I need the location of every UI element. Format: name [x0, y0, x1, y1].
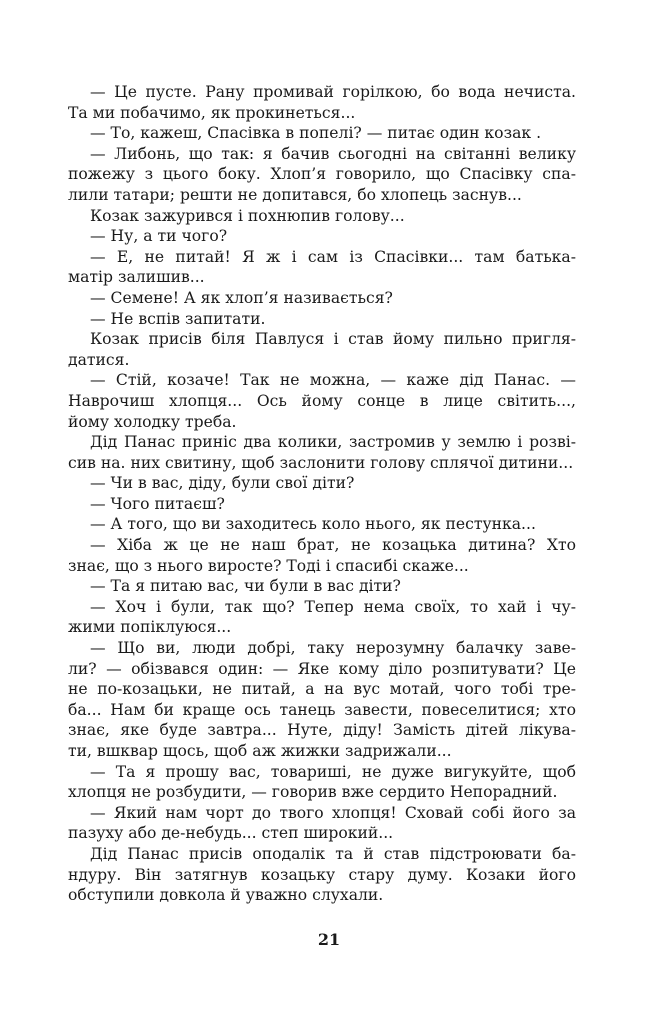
text-line: — Який нам чорт до твого хлопця! Сховай собі його за: [90, 803, 576, 822]
text-line: лили татари; решти не допитався, бо хлопець заснув...: [68, 185, 522, 204]
text-line: ти, вшквар щось, щоб аж жижки задрижали...: [68, 742, 452, 760]
text-line: — Хіба ж це не наш брат, не козацька дитина? Хто: [90, 536, 576, 555]
text-line: — Це пусте. Рану промивай горілкою, бо вода нечиста.: [90, 83, 576, 101]
text-line: — Семене! А як хлоп’я називається?: [90, 288, 393, 307]
text-line: ба... Нам би краще ось танець завести, повеселитися; хто: [68, 700, 576, 719]
text-line: Та ми побачимо, як прокинеться...: [68, 103, 356, 122]
text-line: ли? — обізвався один: — Яке кому діло розпитувати? Це: [68, 659, 576, 678]
text-line: йому холодку треба.: [68, 412, 237, 431]
text-line: — Хоч і були, так що? Тепер нема своїх, то хай і чу-: [90, 597, 576, 616]
text-line: пазуху або де-небудь... степ широкий...: [68, 824, 394, 843]
text-line: — Та я питаю вас, чи були в вас діти?: [90, 577, 401, 596]
text-line: — А того, що ви заходитесь коло нього, як пестунка...: [90, 515, 536, 534]
text-line: не по-козацьки, не питай, а на вус мотай, чого тобі тре-: [68, 680, 576, 699]
text-line: обступили довкола й уважно слухали.: [68, 886, 384, 905]
text-line: — Чого питаєш?: [90, 494, 225, 513]
text-line: матір залишив...: [68, 268, 205, 287]
text-line: Козак присів біля Павлуся і став йому пильно пригля-: [90, 330, 576, 349]
text-line: хлопця не розбудити, — говорив вже сердито Непорадний.: [68, 783, 558, 802]
text-line: — Либонь, що так: я бачив сьогодні на світанні велику: [90, 144, 576, 163]
text-line: — Стій, козаче! Так не можна, — каже дід Панас. —: [90, 371, 576, 390]
text-line: — Та я прошу вас, товариші, не дуже вигукуйте, щоб: [90, 762, 576, 781]
text-line: Козак зажурився і похнюпив голову...: [90, 206, 405, 225]
text-line: Наврочиш хлопця... Ось йому сонце в лице світить...,: [68, 391, 576, 410]
text-line: — Що ви, люди добрі, таку нерозумну балачку заве-: [90, 639, 576, 658]
text-line: — Не вспів запитати.: [90, 309, 266, 328]
text-line: датися.: [68, 350, 130, 369]
text-line: — Ну, а ти чого?: [90, 227, 228, 246]
body-text: [68, 82, 576, 906]
text-line: знає, яке буде завтра... Нуте, діду! Замість дітей лікува-: [68, 721, 576, 740]
text-line: ндуру. Він затягнув козацьку стару думу. Козаки його: [68, 865, 576, 884]
text-line: пожежу з цього боку. Хлоп’я говорило, що Спасівку спа-: [68, 165, 576, 184]
text-line: знає, що з нього виросте? Тоді і спасибі скаже...: [68, 556, 469, 575]
text-line: Дід Панас присів оподалік та й став підстроювати ба-: [90, 844, 576, 863]
text-line: — Чи в вас, діду, були свої діти?: [90, 474, 355, 493]
text-line: — То, кажеш, Спасівка в попелі? — питає один козак .: [90, 124, 542, 143]
text-line: — Е, не питай! Я ж і сам із Спасівки... там батька-: [90, 247, 576, 266]
text-line: сив на. них свитину, щоб заслонити голову сплячої дитини...: [68, 453, 574, 472]
text-line: Дід Панас приніс два колики, застромив у землю і розві-: [90, 433, 576, 452]
text-line: жими попіклуюся...: [68, 618, 232, 637]
page-number: 21: [317, 930, 341, 949]
